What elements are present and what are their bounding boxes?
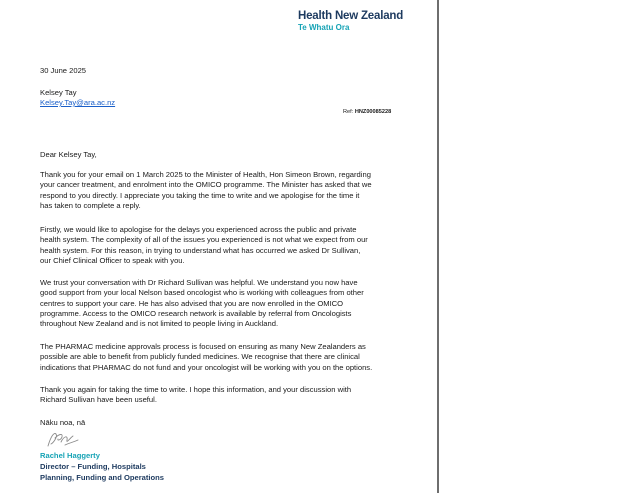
paragraph-line: your cancer treatment, and enrolment into the OMICO programme. The Minister has asked that we bbox=[40, 180, 372, 190]
paragraph-line: programme. Access to the OMICO research network is available by referral from Oncologists bbox=[40, 308, 352, 318]
paragraph-line: Richard Sullivan have been useful. bbox=[40, 395, 157, 405]
paragraph-line: has taken to complete a reply. bbox=[40, 200, 141, 210]
recipient-name: Kelsey Tay bbox=[40, 88, 77, 97]
paragraph-line: possible are able to benefit from publicly funded medicines. We recognise that there are clinical bbox=[40, 352, 360, 362]
logo-main-text: Health New Zealand bbox=[298, 10, 404, 22]
ref-label: Ref: bbox=[343, 109, 354, 115]
paragraph-line: We trust your conversation with Dr Richard Sullivan was helpful. We understand you now have bbox=[40, 278, 358, 287]
closing: Nāku noa, nā bbox=[40, 418, 86, 427]
paragraph-4 bbox=[40, 342, 400, 373]
signatory-title-2: Planning, Funding and Operations bbox=[40, 473, 165, 482]
paragraph-3 bbox=[40, 278, 400, 329]
ref-number: HNZ00085228 bbox=[354, 109, 392, 115]
paragraph-line: Thank you again for taking the time to write. I hope this information, and your discussion with bbox=[40, 385, 352, 394]
paragraph-line: centres to support your care. He has also advised that you are now enrolled in the OMICO bbox=[40, 298, 344, 308]
reference bbox=[343, 109, 391, 115]
letter-date: 30 June 2025 bbox=[40, 66, 87, 75]
paragraph-line: respond to you directly. I appreciate you taking the time to write and we apologise for the time it bbox=[40, 190, 360, 200]
health-nz-logo bbox=[298, 10, 403, 32]
recipient-email-link[interactable]: Kelsey.Tay@ara.ac.nz bbox=[40, 98, 116, 107]
blank-margin-area bbox=[439, 0, 640, 493]
signatory-name: Rachel Haggerty bbox=[40, 451, 100, 460]
logo-sub-text: Te Whatu Ora bbox=[298, 23, 350, 32]
paragraph-line: good support from your local Nelson based oncologist who is working with colleagues from other bbox=[40, 288, 364, 298]
paragraph-line: health system. For this reason, in trying to understand what has occurred we asked Dr Sullivan, bbox=[40, 245, 361, 255]
paragraph-line: The PHARMAC medicine approvals process is focused on ensuring as many New Zealanders as bbox=[40, 342, 366, 351]
signatory-title-1: Director – Funding, Hospitals bbox=[40, 462, 146, 471]
paragraph-2 bbox=[40, 225, 400, 266]
paragraph-line: indications that PHARMAC do not fund and your oncologist will be working with you on the options. bbox=[40, 362, 373, 372]
paragraph-line: Thank you for your email on 1 March 2025 to the Minister of Health, Hon Simeon Brown, regarding bbox=[40, 170, 371, 179]
paragraph-line: throughout New Zealand and is not limited to people living in Auckland. bbox=[40, 319, 279, 329]
salutation: Dear Kelsey Tay, bbox=[40, 150, 97, 159]
paragraph-line: our Chief Clinical Officer to speak with you. bbox=[40, 255, 185, 265]
paragraph-line: health system. The complexity of all of the issues you experienced is not what we expect from our bbox=[40, 235, 368, 245]
paragraph-5 bbox=[40, 385, 400, 406]
paragraph-1 bbox=[40, 170, 400, 211]
paragraph-line: Firstly, we would like to apologise for the delays you experienced across the public and private bbox=[40, 225, 357, 234]
